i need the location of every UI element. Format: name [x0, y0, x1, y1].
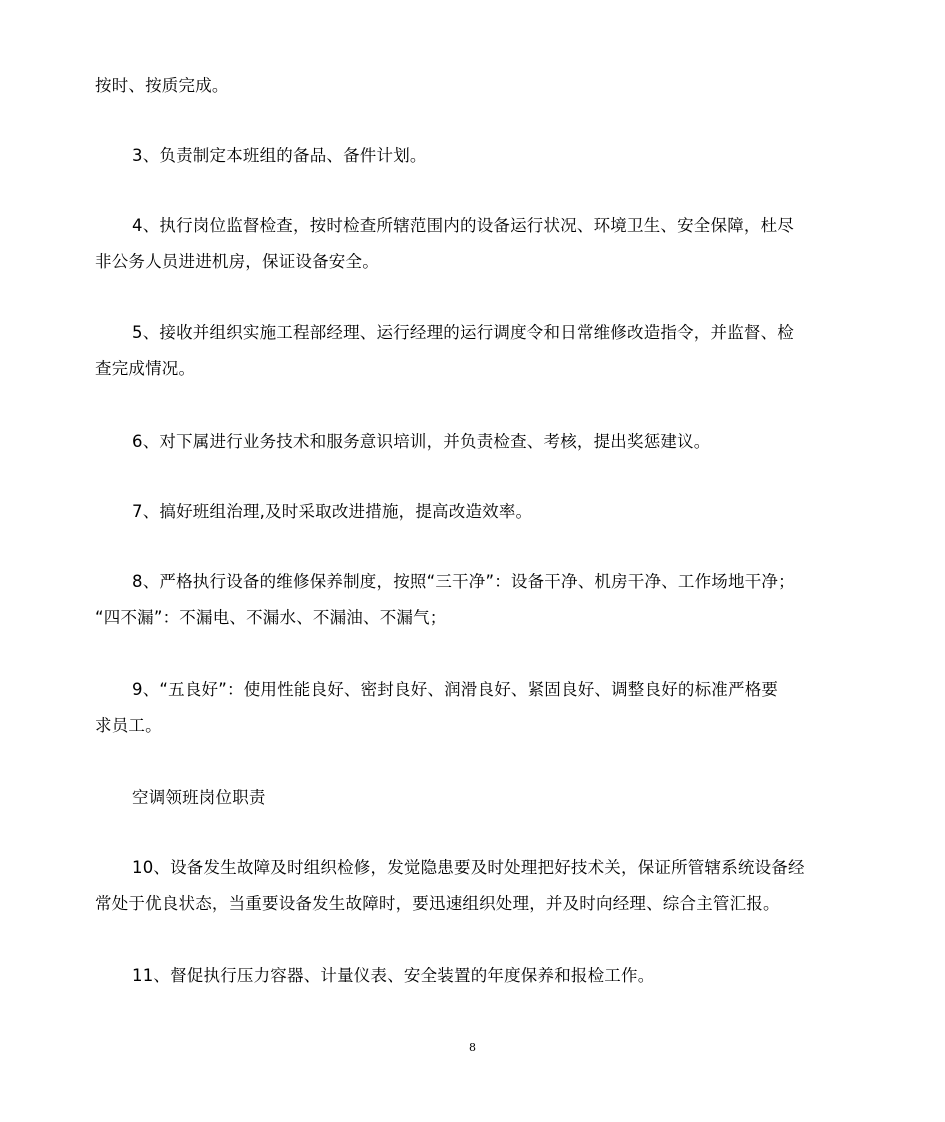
paragraph-line: 空调领班岗位职责 — [132, 788, 266, 807]
paragraph-item-4 — [95, 208, 855, 280]
paragraph-line: 9、“五良好”：使用性能良好、密封良好、润滑良好、紧固良好、调整良好的标准严格要 — [132, 680, 779, 699]
paragraph-item-8 — [95, 564, 855, 636]
paragraph-line: “四不漏”：不漏电、不漏水、不漏油、不漏气； — [95, 608, 447, 627]
paragraph-line: 查完成情况。 — [95, 359, 196, 378]
paragraph-line: 4、执行岗位监督检查，按时检查所辖范围内的设备运行状况、环境卫生、安全保障，杜尽 — [132, 216, 794, 235]
paragraph-item-11 — [95, 958, 855, 994]
section-heading — [95, 780, 855, 816]
paragraph-continuation — [95, 68, 855, 104]
paragraph-item-9 — [95, 672, 855, 744]
paragraph-line: 8、严格执行设备的维修保养制度，按照“三干净”：设备干净、机房干净、工作场地干净； — [132, 572, 795, 591]
paragraph-line: 11、督促执行压力容器、计量仪表、安全装置的年度保养和报检工作。 — [132, 966, 655, 985]
paragraph-line: 非公务人员进进机房，保证设备安全。 — [95, 252, 379, 271]
paragraph-item-5 — [95, 315, 855, 387]
page-number: 8 — [469, 1041, 476, 1054]
paragraph-line: 求员工。 — [95, 716, 162, 735]
paragraph-line: 6、对下属进行业务技术和服务意识培训，并负责检查、考核，提出奖惩建议。 — [132, 432, 711, 451]
paragraph-line: 7、搞好班组治理,及时采取改进措施，提高改造效率。 — [132, 502, 533, 521]
paragraph-line: 常处于优良状态，当重要设备发生故障时，要迅速组织处理，并及时向经理、综合主管汇报。 — [95, 894, 780, 913]
paragraph-line: 5、接收并组织实施工程部经理、运行经理的运行调度令和日常维修改造指令，并监督、检 — [132, 323, 794, 342]
paragraph-item-10 — [95, 850, 855, 922]
paragraph-line: 按时、按质完成。 — [95, 76, 229, 95]
paragraph-item-7 — [95, 494, 855, 530]
paragraph-item-3 — [95, 138, 855, 174]
paragraph-line: 3、负责制定本班组的备品、备件计划。 — [132, 146, 427, 165]
paragraph-line: 10、设备发生故障及时组织检修，发觉隐患要及时处理把好技术关，保证所管辖系统设备经 — [132, 858, 805, 877]
paragraph-item-6 — [95, 424, 855, 460]
